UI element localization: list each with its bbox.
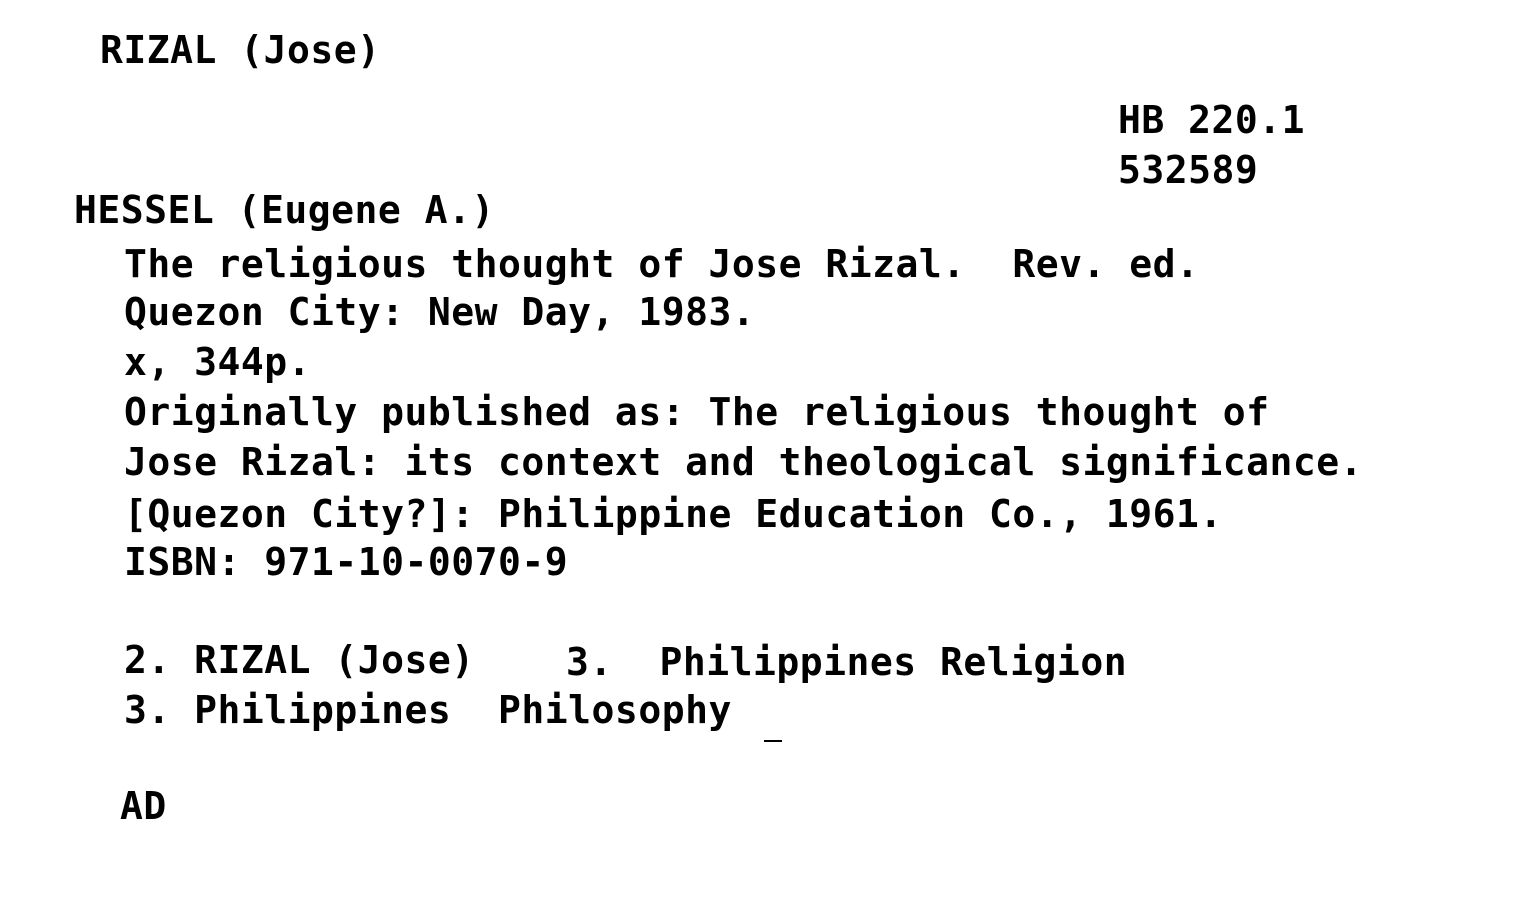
collation-line: x, 344p. [124,340,312,384]
isbn-line: ISBN: 971-10-0070-9 [124,540,569,584]
accession-number: 532589 [1118,148,1259,192]
tracing-item-3a: 3. Philippines Religion [566,640,1128,684]
title-line: The religious thought of Jose Rizal. Rev. ed. [124,242,1200,286]
note-line-2: Jose Rizal: its context and theological significance. [124,440,1364,484]
imprint-line: Quezon City: New Day, 1983. [124,290,756,334]
tracing-item-2: 2. RIZAL (Jose) [124,638,475,682]
tracing-item-3b: 3. Philippines Philosophy [124,688,732,732]
call-number: HB 220.1 [1118,98,1306,142]
subject-heading: RIZAL (Jose) [100,28,381,72]
note-line-3: [Quezon City?]: Philippine Education Co., 1961. [124,492,1223,536]
card-code: AD [120,784,167,828]
typed-underscore-mark [764,740,782,742]
note-line-1: Originally published as: The religious thought of [124,390,1270,434]
author-entry: HESSEL (Eugene A.) [74,188,495,232]
